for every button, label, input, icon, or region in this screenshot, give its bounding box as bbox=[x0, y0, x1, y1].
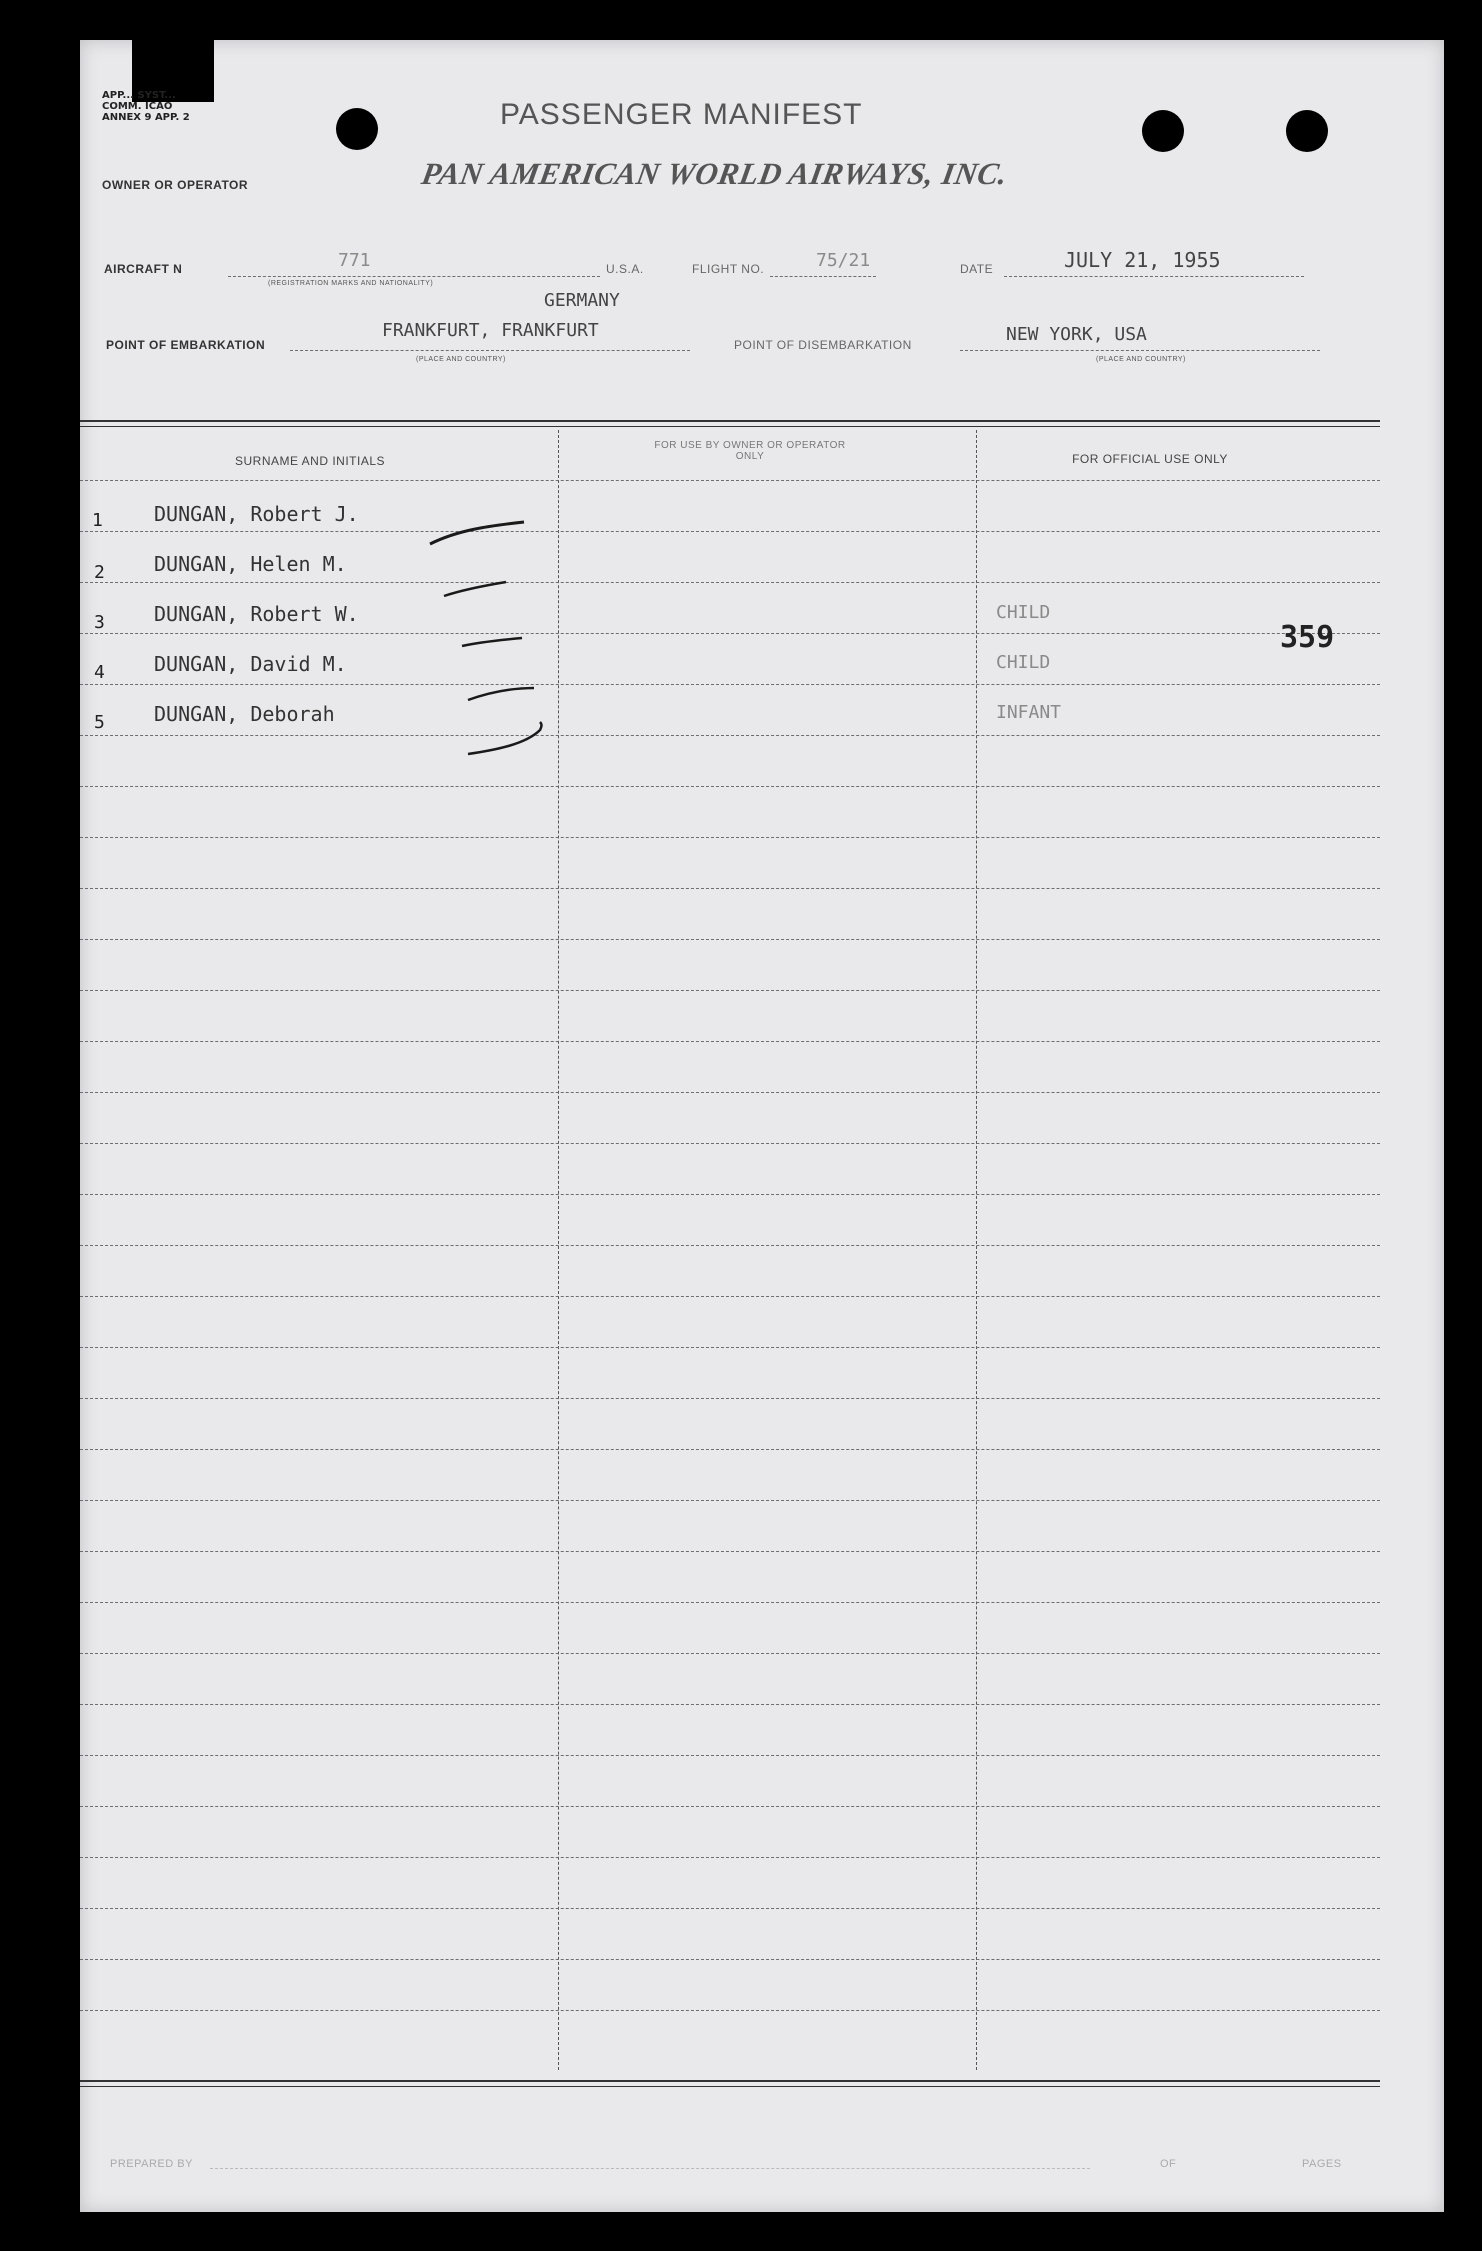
row-rule bbox=[80, 1449, 1380, 1450]
row-rule bbox=[80, 939, 1380, 940]
column-header-surname: SURNAME AND INITIALS bbox=[234, 454, 386, 468]
punch-hole-right-1 bbox=[1142, 110, 1184, 152]
column-header-official: FOR OFFICIAL USE ONLY bbox=[1072, 452, 1228, 466]
aircraft-value: 771 bbox=[338, 250, 371, 271]
row-rule bbox=[80, 1704, 1380, 1705]
official-note: INFANT bbox=[996, 702, 1062, 723]
row-rule bbox=[80, 1296, 1380, 1297]
date-line bbox=[1004, 276, 1304, 277]
prepared-by-line bbox=[210, 2168, 1090, 2169]
row-rule bbox=[80, 990, 1380, 991]
row-rule bbox=[80, 735, 1380, 736]
row-rule bbox=[80, 1908, 1380, 1909]
manifest-page bbox=[80, 40, 1444, 2212]
row-rule bbox=[80, 1857, 1380, 1858]
row-rule bbox=[80, 1245, 1380, 1246]
flight-line bbox=[770, 276, 876, 277]
footer-rule-2 bbox=[80, 2086, 1380, 2087]
row-number: 2 bbox=[94, 562, 105, 583]
punch-hole-left bbox=[336, 108, 378, 150]
pages-label: PAGES bbox=[1302, 2158, 1342, 2170]
approval-text: APP... SYST... COMM. ICAO ANNEX 9 APP. 2 bbox=[102, 90, 190, 123]
row-rule bbox=[80, 888, 1380, 889]
row-rule bbox=[80, 480, 1380, 481]
registration-hint: (REGISTRATION MARKS AND NATIONALITY) bbox=[268, 280, 434, 287]
row-rule bbox=[80, 684, 1380, 685]
row-rule bbox=[80, 1602, 1380, 1603]
usa-label: U.S.A. bbox=[606, 262, 644, 276]
check-mark-icon bbox=[428, 518, 528, 548]
embarkation-line bbox=[290, 350, 690, 351]
date-label: DATE bbox=[960, 262, 994, 276]
header-rule-1 bbox=[80, 420, 1380, 422]
row-number: 5 bbox=[94, 712, 105, 733]
row-rule bbox=[80, 582, 1380, 583]
embarkation-value: FRANKFURT, FRANKFURT bbox=[382, 320, 599, 341]
carrier-name: PAN AMERICAN WORLD AIRWAYS, INC. bbox=[419, 156, 1011, 191]
row-rule bbox=[80, 1092, 1380, 1093]
row-rule bbox=[80, 633, 1380, 634]
row-rule bbox=[80, 1347, 1380, 1348]
row-number: 1 bbox=[92, 510, 103, 531]
column-divider-1 bbox=[558, 430, 559, 2070]
prepared-by-label: PREPARED BY bbox=[110, 2158, 193, 2170]
passenger-name: DUNGAN, Helen M. bbox=[154, 552, 347, 576]
row-rule bbox=[80, 1041, 1380, 1042]
row-rule bbox=[80, 1143, 1380, 1144]
flight-label: FLIGHT NO. bbox=[692, 262, 765, 276]
embarkation-country: GERMANY bbox=[544, 290, 620, 311]
disembarkation-value: NEW YORK, USA bbox=[1006, 324, 1147, 345]
stamp-number: 359 bbox=[1280, 620, 1335, 655]
row-rule bbox=[80, 837, 1380, 838]
passenger-name: DUNGAN, Deborah bbox=[154, 702, 335, 726]
check-mark-icon bbox=[466, 720, 546, 760]
row-rule bbox=[80, 1959, 1380, 1960]
header-rule-2 bbox=[80, 426, 1380, 427]
check-mark-icon bbox=[466, 684, 538, 704]
disembarkation-line bbox=[960, 350, 1320, 351]
row-rule bbox=[80, 786, 1380, 787]
footer-rule-1 bbox=[80, 2080, 1380, 2082]
passenger-name: DUNGAN, David M. bbox=[154, 652, 347, 676]
check-mark-icon bbox=[460, 636, 530, 650]
passenger-name: DUNGAN, Robert J. bbox=[154, 502, 359, 526]
aircraft-line bbox=[228, 276, 600, 277]
of-label: OF bbox=[1160, 2158, 1177, 2170]
column-divider-2 bbox=[976, 430, 977, 2070]
row-rule bbox=[80, 1755, 1380, 1756]
row-rule bbox=[80, 1806, 1380, 1807]
row-rule bbox=[80, 531, 1380, 532]
embarkation-label: POINT OF EMBARKATION bbox=[106, 338, 266, 352]
embarkation-place-hint: (PLACE AND COUNTRY) bbox=[416, 356, 506, 363]
row-rule bbox=[80, 1653, 1380, 1654]
form-title: PASSENGER MANIFEST bbox=[500, 98, 863, 131]
check-mark-icon bbox=[442, 580, 512, 600]
aircraft-label: AIRCRAFT N bbox=[104, 262, 183, 276]
passenger-name: DUNGAN, Robert W. bbox=[154, 602, 359, 626]
disembarkation-label: POINT OF DISEMBARKATION bbox=[734, 338, 912, 352]
row-number: 4 bbox=[94, 662, 105, 683]
punch-hole-right-2 bbox=[1286, 110, 1328, 152]
owner-label: OWNER OR OPERATOR bbox=[102, 178, 249, 192]
row-number: 3 bbox=[94, 612, 105, 633]
row-rule bbox=[80, 1500, 1380, 1501]
flight-value: 75/21 bbox=[816, 250, 871, 271]
row-rule bbox=[80, 2010, 1380, 2011]
row-rule bbox=[80, 1551, 1380, 1552]
disembarkation-place-hint: (PLACE AND COUNTRY) bbox=[1096, 356, 1186, 363]
row-rule bbox=[80, 1194, 1380, 1195]
row-rule bbox=[80, 1398, 1380, 1399]
official-note: CHILD bbox=[996, 602, 1051, 623]
official-note: CHILD bbox=[996, 652, 1051, 673]
date-value: JULY 21, 1955 bbox=[1064, 248, 1221, 272]
column-header-owner: FOR USE BY OWNER OR OPERATOR ONLY bbox=[654, 440, 846, 462]
